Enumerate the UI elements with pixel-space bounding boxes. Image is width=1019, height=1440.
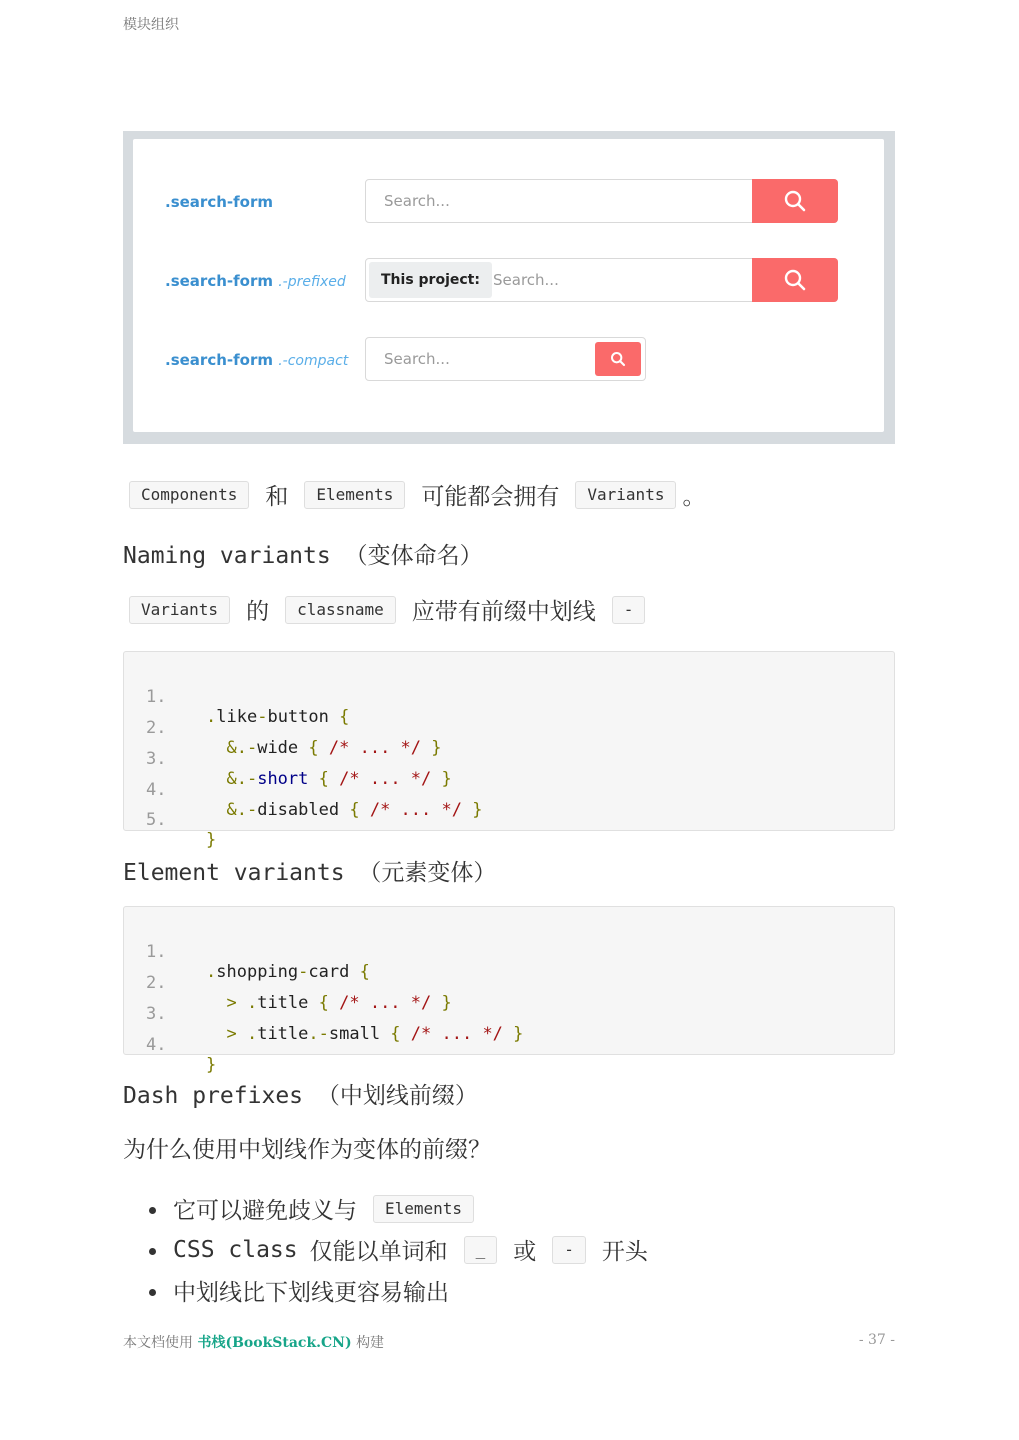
inline-code: - <box>552 1236 586 1264</box>
class-name: .search-form <box>165 193 273 211</box>
text: 。 <box>682 484 706 510</box>
class-name: .search-form <box>165 351 273 369</box>
code-line <box>124 1015 217 1075</box>
inline-code: Variants <box>575 481 676 509</box>
search-button[interactable] <box>595 342 641 376</box>
search-form-figure <box>123 131 895 444</box>
text: 开头 <box>601 1239 648 1265</box>
line-number: 5. <box>146 810 167 830</box>
code-line <box>124 667 350 727</box>
list-item <box>145 1270 648 1311</box>
question-paragraph <box>123 1131 491 1164</box>
heading-cn: （元素变体） <box>358 860 497 886</box>
search-icon <box>783 268 807 292</box>
class-modifier: .-compact <box>278 353 349 369</box>
footer-brand-link[interactable]: 书栈(BookStack.CN) <box>197 1335 352 1351</box>
line-number: 1. <box>146 942 167 962</box>
code-block <box>123 906 895 1075</box>
text: 或 <box>513 1239 537 1265</box>
search-form <box>365 179 838 223</box>
page-number: - 37 - <box>858 1332 895 1348</box>
naming-paragraph <box>123 593 651 626</box>
class-modifier: .-prefixed <box>278 274 346 290</box>
demo-label <box>165 193 273 211</box>
heading-text: Element variants <box>123 860 345 886</box>
intro-paragraph <box>123 478 705 511</box>
inline-code: Components <box>129 481 249 509</box>
code-line <box>124 984 524 1044</box>
search-button[interactable] <box>752 258 838 302</box>
section-heading-naming <box>123 537 483 570</box>
line-number: 3. <box>146 1004 167 1024</box>
code-text: > .title.-small { /* ... */ } <box>226 1024 524 1044</box>
heading-cn: （中划线前缀） <box>316 1083 478 1109</box>
code-text: .like-button { <box>206 707 350 727</box>
code-text: > .title { /* ... */ } <box>226 993 452 1013</box>
demo-label <box>165 351 348 369</box>
demo-row-prefixed <box>133 258 884 306</box>
list-item <box>145 1188 648 1229</box>
inline-code: Variants <box>129 596 230 624</box>
section-heading-element <box>123 854 496 887</box>
footer-text: 本文档使用 <box>123 1335 193 1351</box>
code-text: .shopping-card { <box>206 962 370 982</box>
inline-code: classname <box>285 596 396 624</box>
code-text: &.-disabled { /* ... */ } <box>226 800 483 820</box>
code-line <box>124 922 370 982</box>
text: 应带有前缀中划线 <box>411 599 596 625</box>
line-number: 2. <box>146 973 167 993</box>
inline-code: _ <box>464 1236 498 1264</box>
heading-text: Naming variants <box>123 543 331 569</box>
text: 为什么使用中划线作为变体的前缀？ <box>123 1137 491 1163</box>
inline-code: - <box>612 596 646 624</box>
code-text: &.-short { /* ... */ } <box>226 769 452 789</box>
line-number: 2. <box>146 718 167 738</box>
line-number: 3. <box>146 749 167 769</box>
line-number: 1. <box>146 687 167 707</box>
demo-row-compact <box>133 337 884 385</box>
class-name: .search-form <box>165 272 273 290</box>
search-prefix: This project: <box>369 262 492 298</box>
text-mono: CSS class <box>173 1236 298 1263</box>
code-block <box>123 651 895 850</box>
inline-code: Elements <box>304 481 405 509</box>
code-text: } <box>206 1055 217 1075</box>
list-item <box>145 1229 648 1270</box>
reasons-list <box>145 1188 648 1311</box>
text: 仅能以单词和 <box>309 1239 448 1265</box>
demo-row-default <box>133 179 884 227</box>
running-header: 模块组织 <box>123 17 179 33</box>
search-input[interactable]: Search... <box>384 192 450 210</box>
search-icon <box>610 351 626 367</box>
footer-text: 构建 <box>356 1335 385 1351</box>
text: 中划线比下划线更容易输出 <box>173 1280 449 1306</box>
inline-code: Elements <box>373 1195 474 1223</box>
demo-label <box>165 272 346 290</box>
heading-text: Dash prefixes <box>123 1083 304 1109</box>
footer-credit <box>123 1332 384 1352</box>
search-input[interactable]: Search... <box>384 350 450 368</box>
code-text: &.-wide { /* ... */ } <box>226 738 442 758</box>
text: 的 <box>246 599 270 625</box>
line-number: 4. <box>146 780 167 800</box>
search-input[interactable]: Search... <box>493 271 559 289</box>
line-number: 4. <box>146 1035 167 1055</box>
search-icon <box>783 189 807 213</box>
search-form <box>365 258 838 302</box>
code-text: } <box>206 830 217 850</box>
figure-card <box>133 139 884 432</box>
text: 它可以避免歧义与 <box>173 1198 357 1224</box>
code-line <box>124 790 217 850</box>
text: 和 <box>265 484 289 510</box>
search-form-compact <box>365 337 646 381</box>
heading-cn: （变体命名） <box>344 543 483 569</box>
text: 可能都会拥有 <box>421 484 560 510</box>
search-button[interactable] <box>752 179 838 223</box>
section-heading-dash <box>123 1077 478 1110</box>
